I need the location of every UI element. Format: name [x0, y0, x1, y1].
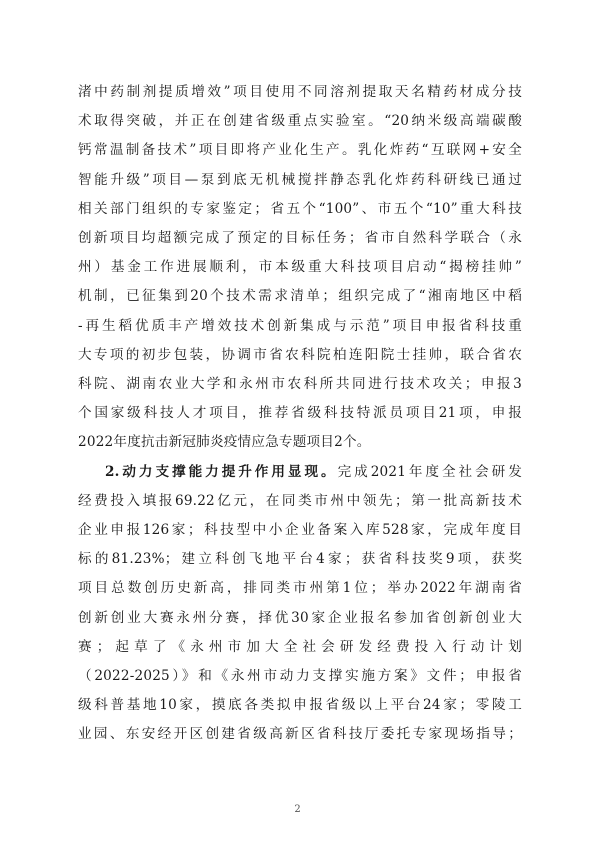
text-line: 经费投入填报69.22亿元，在同类市州中领先；第一批高新技术: [78, 492, 522, 509]
text-line: 智能升级”项目—泵到底无机械搅拌静态乳化炸药科研线已通过: [78, 171, 522, 188]
text-line: （2022-2025）》和《永州市动力支撑实施方案》文件；申报省: [78, 668, 522, 685]
text-line: 创新项目均超额完成了预定的目标任务；省市自然科学联合（永: [78, 230, 522, 247]
text-line: 大专项的初步包装，协调市省农科院柏连阳院士挂帅，联合省农: [78, 346, 522, 363]
text-line: -再生稻优质丰产增效技术创新集成与示范”项目申报省科技重: [78, 317, 522, 334]
text-line: 项目总数创历史新高，排同类市州第1位；举办2022年湖南省: [78, 580, 522, 597]
section-heading-line: [78, 458, 522, 487]
text-line: 标的81.23%；建立科创飞地平台4家；获省科技奖9项，获奖: [78, 551, 522, 568]
text-line: 科院、湖南农业大学和永州市农科所共同进行技术攻关；申报3: [78, 376, 522, 393]
text-line: 业园、东安经开区创建省级高新区省科技厅委托专家现场指导；: [78, 726, 522, 743]
body-text: [78, 78, 522, 750]
text-run: 完成2021年度全社会研发: [337, 463, 522, 480]
text-line: 钙常温制备技术”项目即将产业化生产。乳化炸药“互联网+安全: [78, 142, 522, 159]
text-line: 州）基金工作进展顺利，市本级重大科技项目启动“揭榜挂帅”: [78, 259, 522, 276]
text-line: 企业申报126家；科技型中小企业备案入库528家，完成年度目: [78, 522, 522, 539]
text-line: 创新创业大赛永州分赛，择优30家企业报名参加省创新创业大: [78, 609, 522, 626]
text-line: 2022年度抗击新冠肺炎疫情应急专题项目2个。: [78, 434, 371, 451]
paragraph-2: [78, 458, 522, 750]
text-line: 赛；起草了《永州市加大全社会研发经费投入行动计划: [78, 638, 522, 655]
paragraph-1: [78, 78, 522, 458]
page-number: 2: [294, 804, 301, 815]
text-line: 级科普基地10家，摸底各类拟申报省级以上平台24家；零陵工: [78, 697, 522, 714]
text-line: 渚中药制剂提质增效”项目使用不同溶剂提取天名精药材成分技: [78, 84, 522, 100]
text-line: 相关部门组织的专家鉴定；省五个“100”、市五个“10”重大科技: [78, 200, 522, 217]
text-line: 术取得突破，并正在创建省级重点实验室。“20纳米级高端碳酸: [78, 113, 522, 130]
section-heading: 2.动力支撑能力提升作用显现。: [105, 463, 338, 480]
text-line: 个国家级科技人才项目，推荐省级科技特派员项目21项，申报: [78, 405, 522, 422]
text-line: 机制，已征集到20个技术需求清单；组织完成了“湘南地区中稻: [78, 288, 522, 305]
